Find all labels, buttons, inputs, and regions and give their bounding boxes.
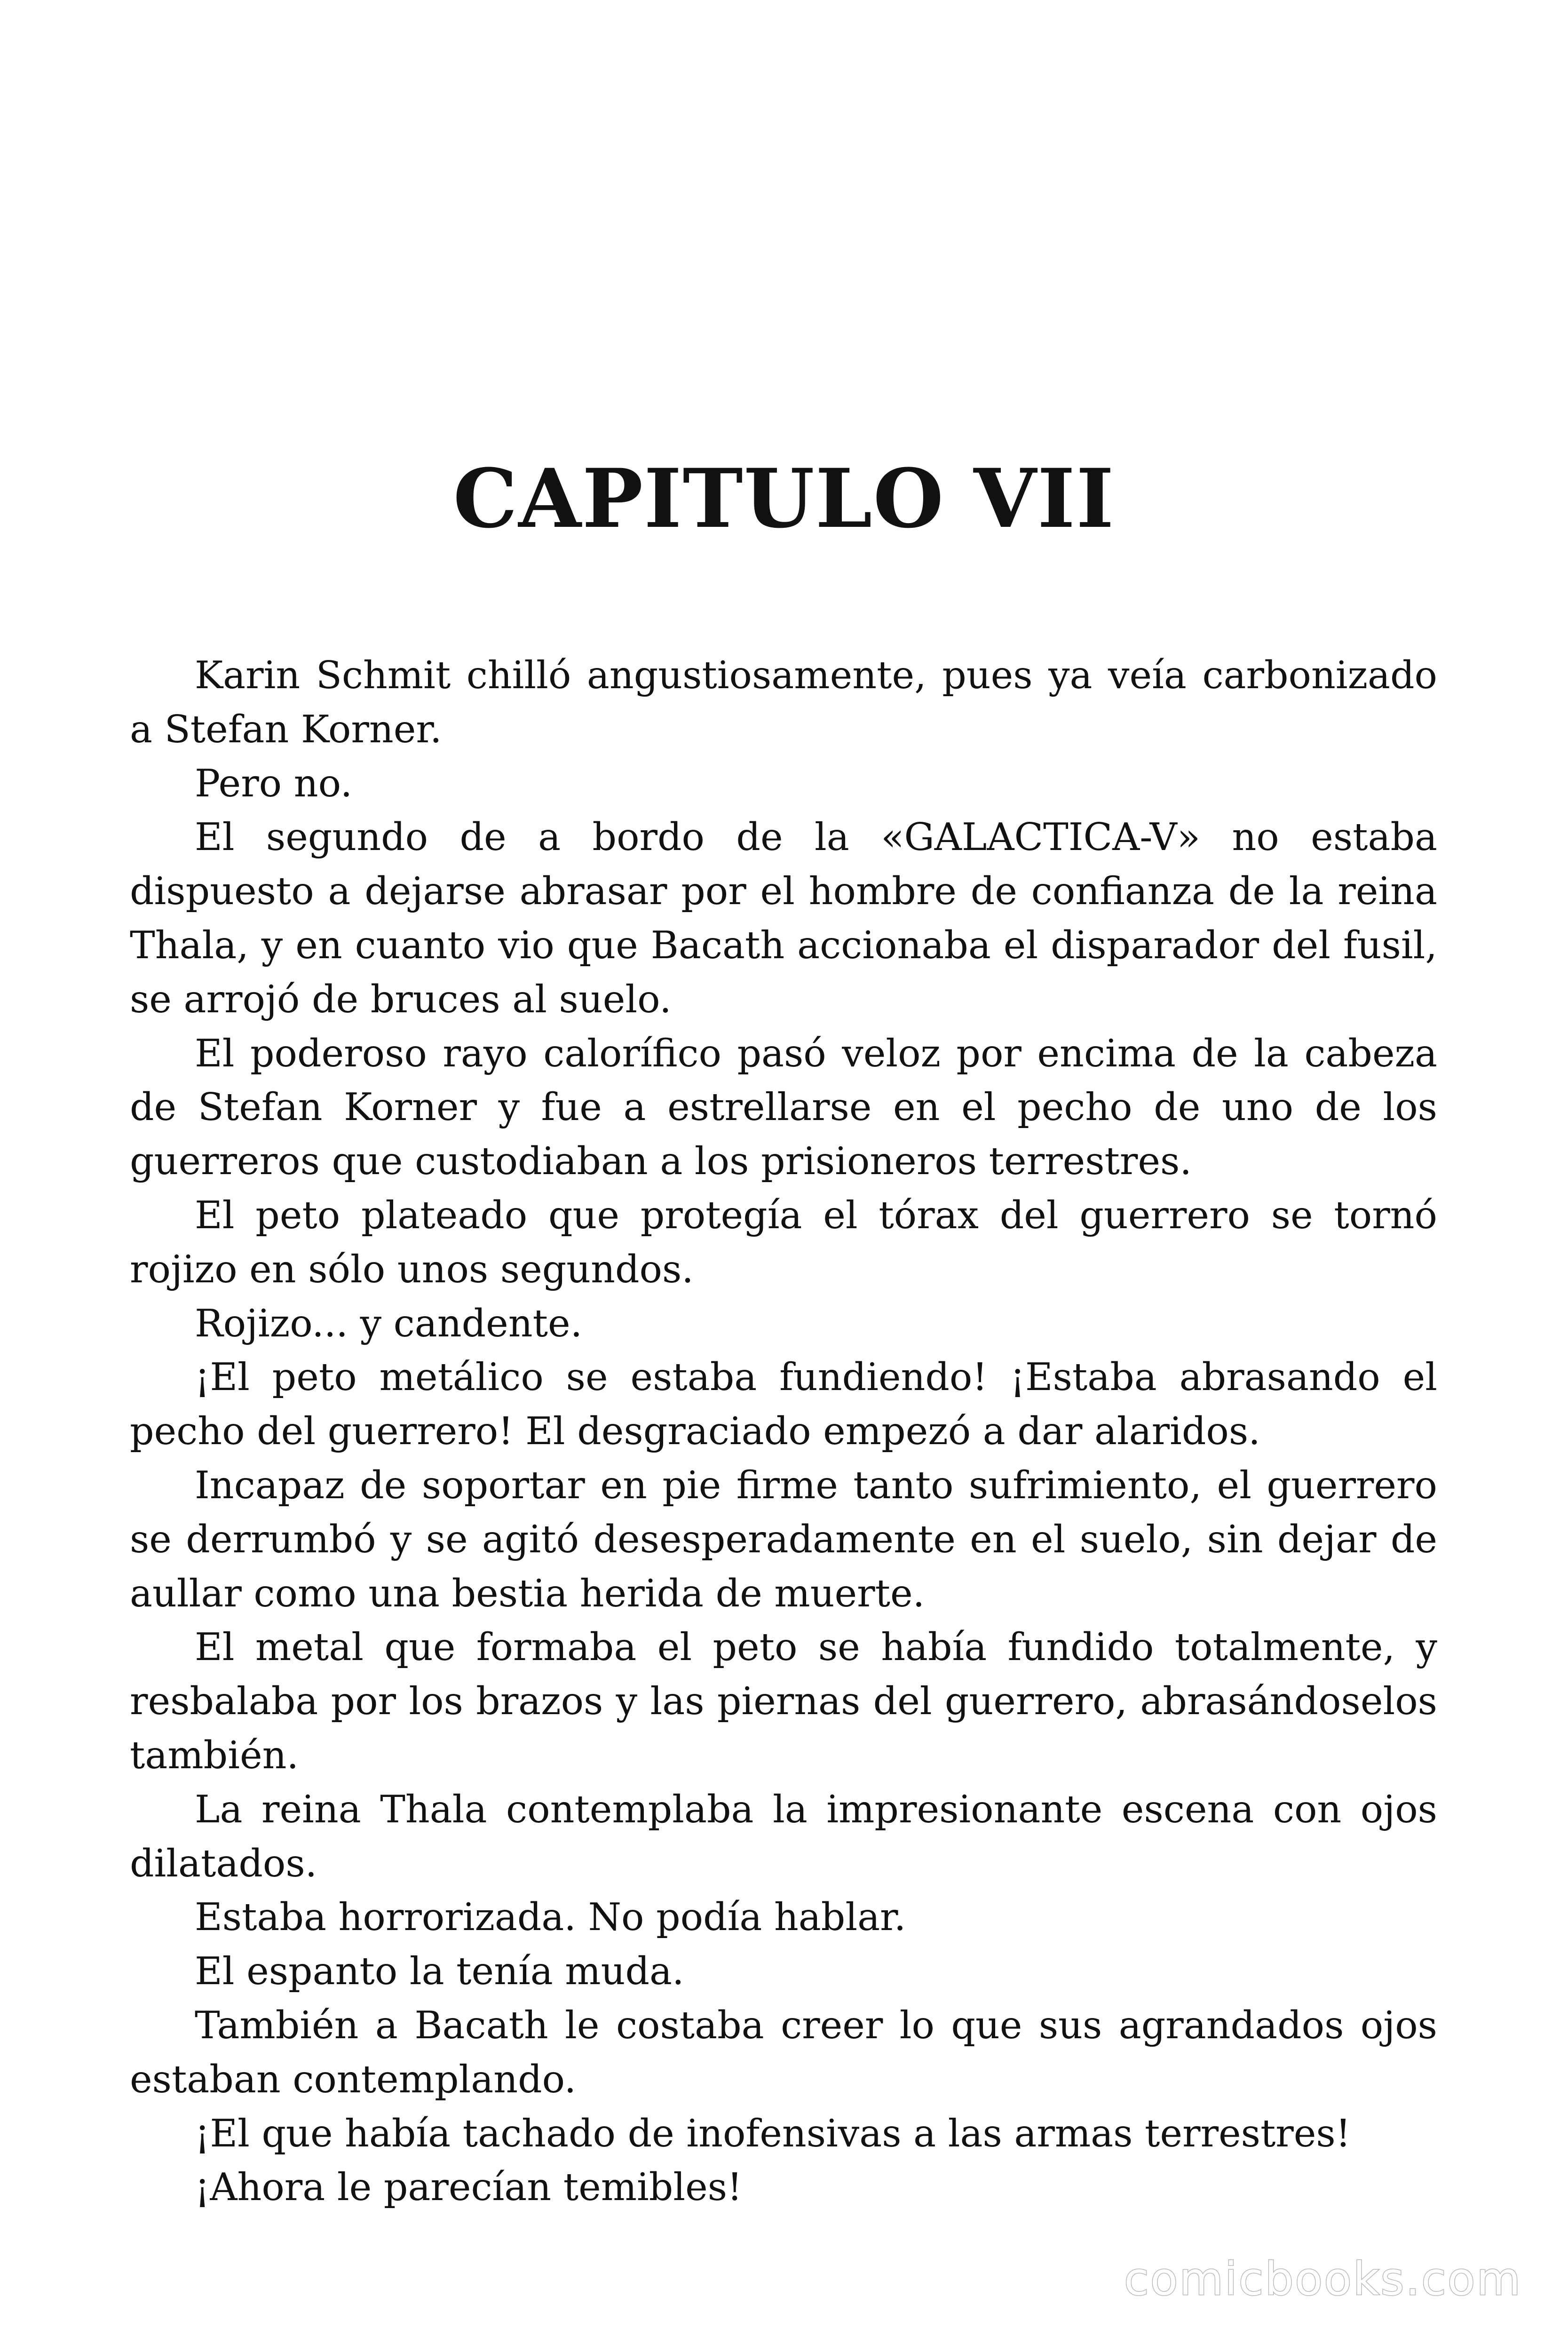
paragraph: Karin Schmit chilló angustiosamente, pues ya veía carbonizado a Stefan Korner. — [130, 653, 1437, 751]
paragraph: La reina Thala contemplaba la impresionante escena con ojos dilatados. — [130, 1787, 1437, 1885]
paragraph: Estaba horrorizada. No podía hablar. — [195, 1895, 906, 1939]
paragraph: El peto plateado que protegía el tórax del guerrero se tornó rojizo en sólo unos segundos. — [130, 1192, 1437, 1291]
paragraph: Incapaz de soportar en pie firme tanto sufrimiento, el guerrero se derrumbó y se agitó desesperadamente en el suelo, sin dejar de aullar como una bestia herida de muerte. — [130, 1462, 1437, 1615]
paragraph: También a Bacath le costaba creer lo que sus agrandados ojos estaban contemplando. — [130, 2002, 1437, 2101]
comicbooks-watermark — [1124, 2253, 1524, 2310]
paragraph: El espanto la tenía muda. — [195, 1949, 684, 1994]
paragraph: ¡Ahora le parecían temibles! — [195, 2165, 743, 2209]
paragraph: Rojizo... y candente. — [195, 1301, 583, 1345]
paragraph: El metal que formaba el peto se había fundido totalmente, y resbalaba por los brazos y las piernas del guerrero, abrasándoselos también. — [130, 1625, 1437, 1777]
paragraph: ¡El que había tachado de inofensivas a las armas terrestres! — [195, 2111, 1351, 2155]
paragraph: El segundo de a bordo de la «GALACTICA-V» no estaba dispuesto a dejarse abrasar por el hombre de confianza de la reina Thala, y en cuanto vio que Bacath accionaba el disparador del fusil, se arrojó de bruces al suelo. — [130, 815, 1437, 1021]
watermark-text: comicbooks.com — [1124, 2253, 1522, 2305]
chapter-title: CAPITULO VII — [453, 451, 1115, 546]
paragraph: ¡El peto metálico se estaba fundiendo! ¡Estaba abrasando el pecho del guerrero! El desgraciado empezó a dar alaridos. — [130, 1355, 1437, 1454]
chapter-body — [130, 648, 1437, 2214]
paragraph: El poderoso rayo calorífico pasó veloz por encima de la cabeza de Stefan Korner y fue a estrellarse en el pecho de uno de los guerreros que custodiaban a los prisioneros terrestres. — [130, 1031, 1437, 1184]
paragraph: Pero no. — [195, 761, 353, 805]
